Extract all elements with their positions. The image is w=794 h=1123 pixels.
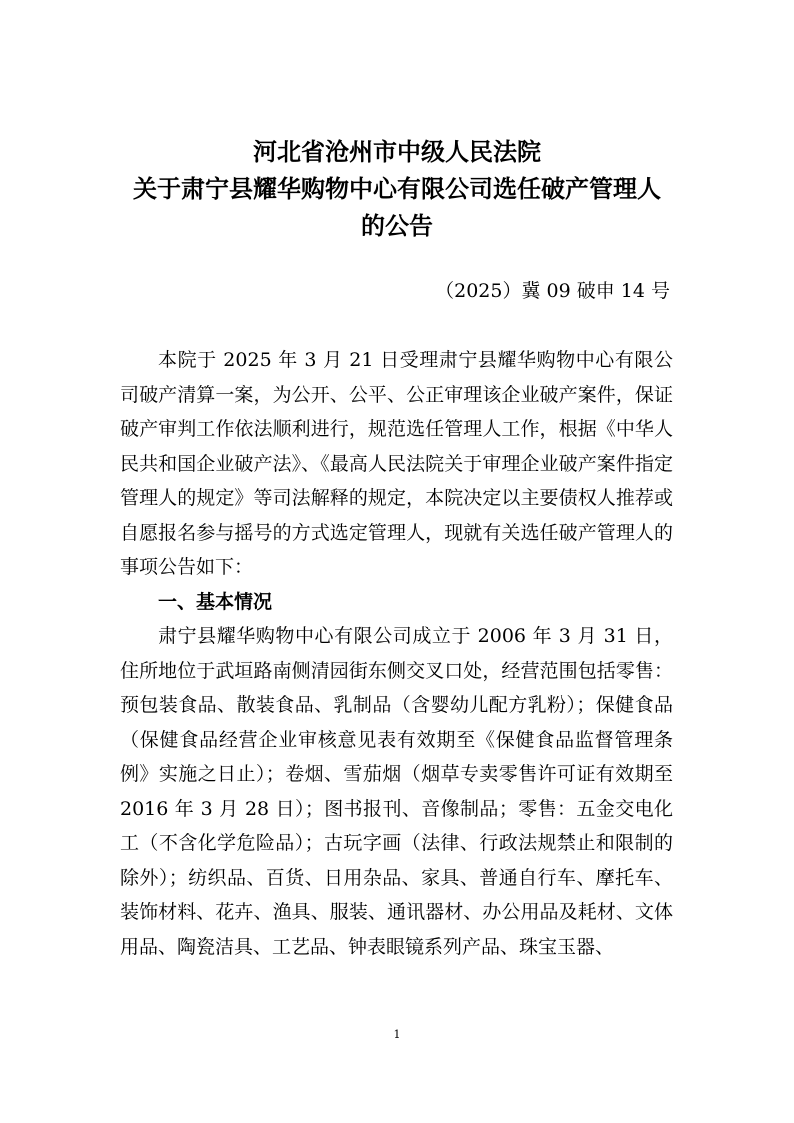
title-line-notice: 的公告 bbox=[361, 212, 433, 240]
intro-paragraph: 本院于 2025 年 3 月 21 日受理肃宁县耀华购物中心有限公司破产清算一案，为公开、公平、公正审理该企业破产案件，保证破产审判工作依法顺利进行，规范选任管理人工作，根据《中华人民共和国企业破产法》、《最高人民法院关于审理企业破产案件指定管理人的规定》等司法解释的规定，本院决定以主要债权人推荐或自愿报名参与摇号的方式选定管理人，现就有关选任破产管理人的事项公告如下： bbox=[120, 349, 673, 578]
document-title bbox=[100, 134, 694, 245]
title-line-court: 河北省沧州市中级人民法院 bbox=[253, 138, 541, 166]
basic-info-paragraph: 肃宁县耀华购物中心有限公司成立于 2006 年 3 月 31 日，住所地位于武垣路南侧清园街东侧交叉口处，经营范围包括零售：预包装食品、散装食品、乳制品（含婴幼儿配方乳粉）；保健食品（保健食品经营企业审核意见表有效期至《保健食品监督管理条例》实施之日止）；卷烟、雪茄烟（烟草专卖零售许可证有效期至 2016 年 3 月 28 日）；图书报刊、音像制品；零售：五金交电化工（不含化学危险品）；古玩字画（法律、行政法规禁止和限制的除外）；纺织品、百货、日用杂品、家具、普通自行车、摩托车、装饰材料、花卉、渔具、服装、通讯器材、办公用品及耗材、文体用品、陶瓷洁具、工艺品、钟表眼镜系列产品、珠宝玉器、 bbox=[120, 625, 673, 958]
section-heading-basic-info: 一、基本情况 bbox=[158, 590, 273, 613]
case-number: （2025）冀 09 破申 14 号 bbox=[435, 280, 670, 302]
page-number: 1 bbox=[393, 1028, 401, 1041]
document-body bbox=[120, 343, 673, 964]
title-line-subject: 关于肃宁县耀华购物中心有限公司选任破产管理人 bbox=[133, 175, 661, 203]
